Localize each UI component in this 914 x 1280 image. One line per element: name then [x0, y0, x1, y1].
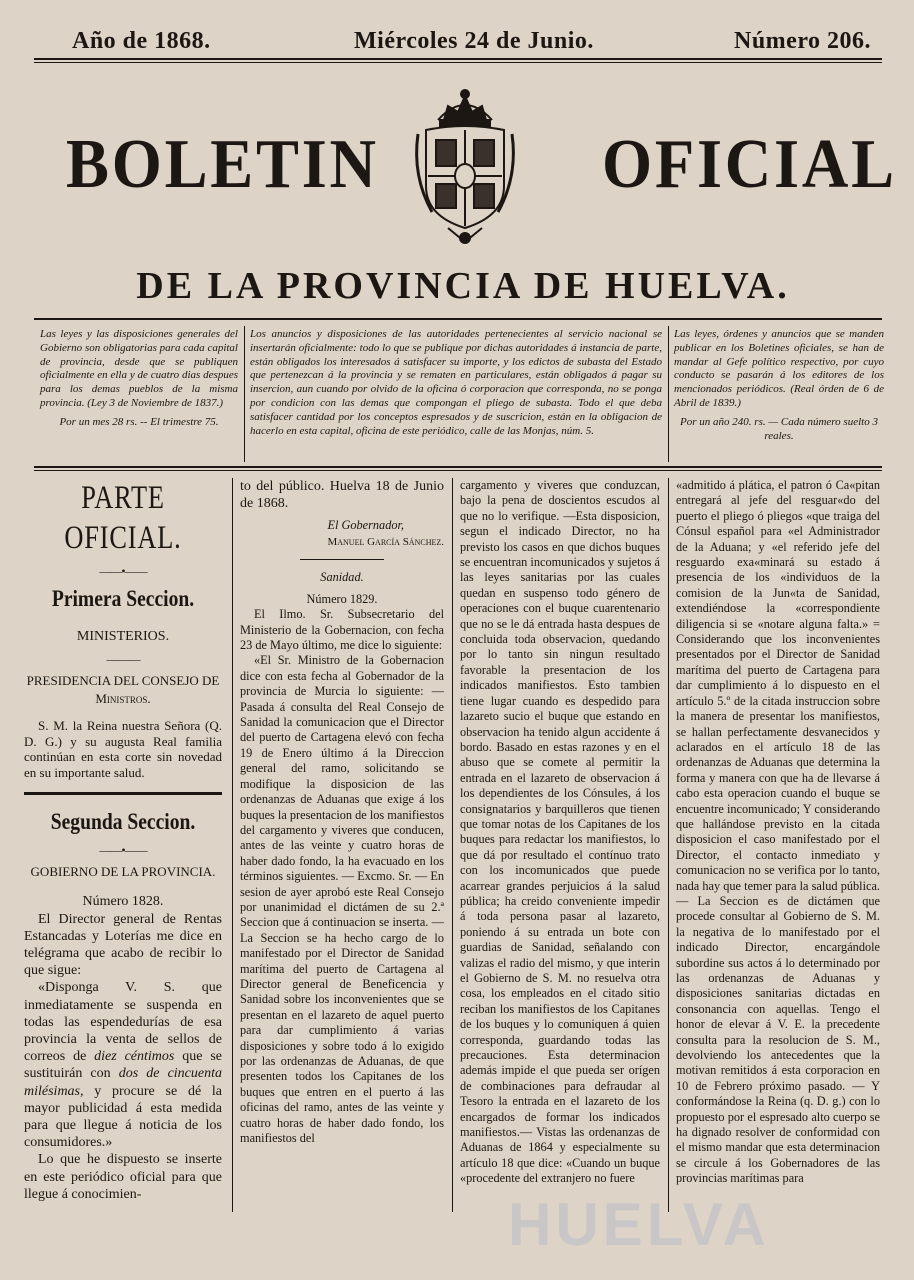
column-separator-3	[668, 478, 669, 1212]
notice-left-text: Las leyes y las disposiciones generales del Gobierno son obligatorias para cada capital de provincia, desde que se publiquen oficialmente en ella y de cuatro dias despues para los demas pueblos de la misma provincia. (Ley 3 de Noviembre de 1837.)	[40, 328, 238, 409]
column-3	[460, 478, 660, 1212]
column-1	[24, 478, 222, 1212]
masthead-word-boletin: BOLETIN	[66, 126, 379, 203]
notice-bottom-rule	[34, 466, 882, 468]
notice-left-price: Por un mes 28 rs. -- El trimestre 75.	[59, 415, 219, 428]
paragraph-telegrama	[24, 979, 222, 1151]
presidencia-heading: PRESIDENCIA DEL CONSEJO DE Ministros.	[26, 673, 220, 706]
paragraph-continuation: to del público. Huelva 18 de Junio de 1868.	[240, 479, 444, 511]
paragraph-col3: cargamento y viveres que conduzcan, bajo la pena de doscientos escudos al que no lo verifique. —Esta disposicion, segun el indicado Director, no ha previsto los casos en que dichos buques se encuentran incomunicados y sujetos á las leyes sanitarias por las cuales quedan en suspenso todo género de operaciones con el buque cuarentenario que no se le dá entrada hasta despues de concluida toda observacion, quedando por lo tanto sin ningun resultado favorable la presentacion de los indicados manifiestos. Esto tambien tiene lugar cuando es despedido para lazareto sucio el buque que estando en observacion ha tenido algun accidente á bordo. Basado en estas razones y en el abuso que se comete al permitir la entrada en el lazareto de observacion á los dependientes de los Cónsules, á los consignatarios y barquilleros que tienen que tomar notas de los Capitanes de los buques para redactar los manifiestos, lo que dá por resultado el contínuo trato con los incomunicados que puede acarrear grandes perjuicios á la salud pública; ha creido conveniente impedir á toda persona pasar al lazareto, poniendo á su entrada un bote con guardias de Sanidad, señalando con valizas el radio del mismo, y que interin el Gobierno de S. M. no resuelva otra cosa, los empleados en el citado sitio reciban los manifiestos de los Capitanes de los buques y lo comuniquen á quien corresponda, guardando todas las precauciones. Esta determinacion además impide el que pueda ser orígen de combinaciones para defraudar al Tesoro la entrada en el lazareto de los encargados de formar los indicados manifiestos.— Vistas las ordenanzas de Aduanas de 1864 y especialmente su artículo 18 que dice: «Cuando un buque «procedente del extranjero no fuere	[460, 478, 660, 1186]
ornament-divider: ——•——	[99, 843, 147, 858]
notice-separator-2	[668, 326, 669, 462]
notice-right-text: Las leyes, órdenes y anuncios que se manden publicar en los Boletines oficiales, se han de mandar al Gefe político respectivo, por cuyo conducto se pasarán á los editores de los mencionados periódicos. (Real órden de 6 de Abril de 1839.)	[674, 328, 884, 409]
notice-center	[250, 328, 662, 438]
paragraph-col4: «admitido á plática, el patron ó Ca«pitan entregará al jefe del resguar«do del puerto el pliego ó pliegos «que traiga del Cónsul español para «el Administrador de la Aduana; y «el referido jefe del resguardo exa«minará su estado á presencia de los «individuos de la comision de la Jun«ta de Sanidad, extendiéndose la «correspondiente diligencia si se «notare alguna falta.» = Considerando que los inconvenientes presentados por el Director de Sanidad marítima del puerto de Cartagena para dar cumplimiento á lo dispuesto en el artículo 5.º de la citada instruccion sobre la manera de presentar los manifiestos, se hallan perfectamente desvanecidos y aclarados en el artículo 18 de las ordenanzas de Aduanas que determina la forma y manera con que ha de llevarse á cabo esta operacion cuando el buque se encuentre incomunicado; Y considerando que hallándose previsto en la citada disposicion el caso manifestado por el Director, el contacto inmediato y comunicacion no se verifica por lo tanto, nada hay que temer para la salud pública. — La Seccion es de dictámen que procede consultar al Gobierno de S. M. la negativa de lo manifestado por el indicado Director, encargándole subordine sus actos á lo determinado por las ordenanzas de Aduanas y disposiciones sanitarias dictadas en consonancia con aquellas. Tengo el honor de elevar á V. E. la precedente consulta para la resolucion de S. M., devolviendo los antecedentes que la motivan remitidos á esta corporacion en 10 de Febrero próximo pasado. — Y conformándose la Reina (q. D. g.) con lo propuesto por el espresado alto cuerpo se ha dignado resolver de conformidad con el mismo mandar que esta determinacion se circule á los Gobernadores de las provincias marítimas para	[676, 478, 880, 1186]
ministerios-heading: MINISTERIOS.	[76, 629, 170, 644]
notice-top-rule	[34, 318, 882, 320]
signature-name: Manuel García Sánchez.	[327, 536, 444, 549]
header-number: Número 206.	[734, 28, 872, 54]
numero-1829: Número 1829.	[306, 591, 378, 606]
notice-bottom-rule-thin	[34, 470, 882, 471]
paragraph-subsecretario: El Ilmo. Sr. Subsecretario del Ministerio de la Gobernacion, con fecha 23 de Mayo último, me dice lo siguiente:	[240, 607, 444, 653]
masthead-word-oficial: OFICIAL	[602, 126, 897, 203]
section-divider	[24, 792, 222, 795]
column-4	[676, 478, 880, 1212]
segunda-seccion-heading: Segunda Seccion.	[50, 809, 196, 835]
paragraph-ministro: «El Sr. Ministro de la Gobernacion dice con esta fecha al Gobernador de la provincia de Murcia lo siguiente: —Pasada á consulta del Real Consejo de Sanidad la comunicacion que el Director del puerto de Cartagena elevó con fecha 19 de Enero último á la Direccion general del ramo, solicitando se modifique la disposicion de las ordenanzas de Aduanas que exige á los buques la presentacion de los manifiestos del cargamento y viveres que conducen, antes de las veinte y cuatro horas de haber dado fondo, la ha evacuado en los términos siguientes. — Excmo. Sr. — En sesion de ayer aprobó este Real Consejo por unanimidad el dictámen de su 2.ª Seccion que á continuacion se inserta. —La Seccion se ha hecho cargo de lo manifestado por el Director de Sanidad marítima del puerto de Cartagena al Director general de Beneficencia y Sanidad sobre los inconvenientes que se presentan en el lazareto de aquel puerto para dar cumplimiento á varias disposiciones y sobre todo á lo exigido por las ordenanzas de Aduanas, de que presenten todos los Capitanes de los buques que entren en el puerto á las oficinas del ramo, antes de las veinte y cuatro horas de haber dado fondo, los manifiestos del	[240, 653, 444, 1146]
quote-part-a: «Disponga V. S. que inmediatamente se suspenda en todas las espendedurías de esa provincia la venta de sellos de correos de	[24, 980, 222, 1065]
header-date: Miércoles 24 de Junio.	[354, 28, 594, 54]
notice-center-text: Los anuncios y disposiciones de las autoridades pertenecientes al servicio nacional se insertarán oficialmente: todo lo que se publique por dichas autoridades á instancia de parte, están obligados los interesados á satisfacer su importe, y los edictos de subasta del Estado que pertenezcan á la provincia y se rematen en particulares, están obligados á pagar su insercion, aun cuando por olvido de la oficina ó corporacion que corresponda, no se ponga por condicion con las demas que compongan el pliego de subasta. Todo el que deba satisfacer cantidad por los conceptos espresados y de suscricion, están en la obligacion de hacerlo en esta capital, oficina de este periódico, calle de las Monjas, núm. 5.	[250, 328, 662, 437]
quote-italic-1: diez céntimos	[94, 1049, 175, 1065]
notice-separator-1	[244, 326, 245, 462]
masthead-subtitle: DE LA PROVINCIA DE HUELVA.	[136, 265, 790, 307]
paragraph-final: Lo que he dispuesto se inserte en este periódico oficial para que llegue á conocimien-	[24, 1152, 222, 1202]
column-separator-1	[232, 478, 233, 1212]
quote-part-c: y procure se dé la mayor publicidad á esta medida para que llegue á noticia de los consumidores.»	[24, 1083, 222, 1151]
notice-right-price: Por un año 240. rs. — Cada número suelto 3 reales.	[680, 415, 878, 442]
signature-title: El Gobernador,	[327, 518, 404, 532]
paragraph-director: El Director general de Rentas Estancadas y Loterías me dice en telégrama que acabo de recibir lo que sigue:	[24, 911, 222, 979]
header-rule	[34, 58, 882, 60]
sanidad-heading: Sanidad.	[320, 570, 364, 585]
quote-italic-2: dos de cincuenta milésimas,	[24, 1066, 222, 1099]
column-separator-2	[452, 478, 453, 1212]
numero-1828: Número 1828.	[82, 894, 164, 910]
header-rule-thin	[34, 62, 882, 63]
notice-right	[674, 328, 884, 443]
parte-oficial-heading: PARTE OFICIAL.	[64, 480, 182, 556]
paragraph-reina: S. M. la Reina nuestra Señora (Q. D. G.) y su augusta Real familia continúan en esta corte sin novedad en su importante salud.	[24, 718, 222, 780]
primera-seccion-heading: Primera Seccion.	[51, 586, 195, 611]
header-year: Año de 1868.	[72, 28, 211, 54]
column-2	[240, 478, 444, 1212]
ornament-divider: ——•——	[99, 564, 147, 578]
coat-of-arms-icon	[408, 86, 522, 248]
watermark-huelva: HUELVA	[508, 1191, 770, 1258]
quote-part-b: que se sustituirán con	[24, 1049, 222, 1082]
gobierno-heading: GOBIERNO DE LA PROVINCIA.	[30, 864, 216, 880]
notice-left	[40, 328, 238, 430]
ornament-divider: ———	[106, 652, 140, 666]
